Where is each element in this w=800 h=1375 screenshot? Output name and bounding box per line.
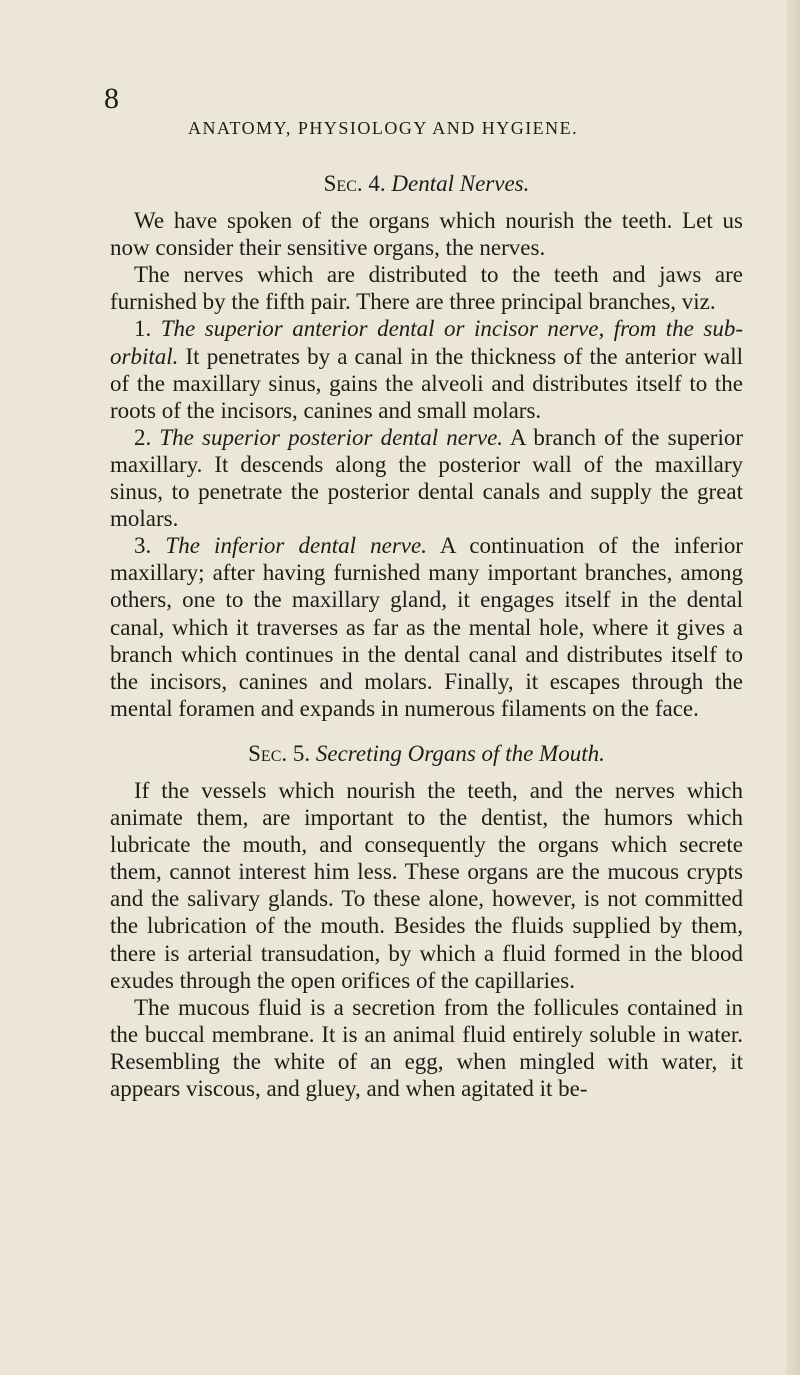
- nerve-item-2-number: 2.: [134, 424, 152, 450]
- section-5-heading: [110, 740, 743, 767]
- nerve-item-2: [110, 424, 743, 532]
- nerve-item-3-text: A continuation of the inferior maxillary; after having furnished many important branches, among others, one to the maxillary gland, it engages itself in the dental canal, which it traverses as far as the mental hole, where it gives a branch which continues in the dental canal and distributes itself to the incisors, canines and molars. Finally, it escapes through the mental foramen and expands in numerous filaments on the face.: [110, 533, 744, 721]
- page-number: 8: [104, 82, 119, 115]
- nerve-item-1-title: The superior anterior dental or incisor nerve, from the sub-orbital.: [110, 316, 743, 369]
- section-4-paragraph-2: The nerves which are distributed to the teeth and jaws are furnished by the fifth pair. There are three principal branches, viz.: [110, 262, 743, 315]
- section-5-title: Secreting Organs of the Mouth.: [315, 740, 605, 766]
- nerve-item-3: [110, 532, 743, 722]
- nerve-item-3-number: 3.: [134, 533, 152, 559]
- section-4-heading: [110, 170, 743, 197]
- section-4-paragraph-1: We have spoken of the organs which nourish the teeth. Let us now consider their sensitive organs, the nerves.: [110, 208, 743, 261]
- section-4-number: Sec. 4.: [323, 171, 386, 196]
- section-4-title: Dental Nerves.: [391, 171, 530, 196]
- nerve-item-1-text: It penetrates by a canal in the thickness of the anterior wall of the maxillary sinus, gains the alveoli and distributes itself to the roots of the incisors, canines and small molars.: [110, 343, 743, 423]
- section-5-number: Sec. 5.: [248, 740, 311, 766]
- nerve-item-2-text: A branch of the superior maxillary. It descends along the posterior wall of the maxillary sinus, to penetrate the posterior dental canals and supply the great molars.: [110, 424, 744, 532]
- section-5-paragraph-1: If the vessels which nourish the teeth, and the nerves which animate them, are important to the dentist, the humors which lubricate the mouth, and consequently the organs which secrete them, cannot interest him less. These organs are the mucous crypts and the salivary glands. To these alone, however, is not committed the lubrication of the mouth. Besides the fluids supplied by them, there is arterial transudation, by which a fluid formed in the blood exudes through the open orifices of the capillaries.: [110, 777, 743, 993]
- nerve-item-2-title: The superior posterior dental nerve.: [159, 424, 504, 450]
- nerve-item-1-number: 1.: [134, 316, 152, 342]
- body-text: [110, 170, 743, 1102]
- page-edge: [786, 0, 800, 1375]
- section-5-paragraph-2: The mucous fluid is a secretion from the follicules contained in the buccal membrane. It is an animal fluid entirely soluble in water. Resembling the white of an egg, when mingled with water, it appears viscous, and gluey, and when agitated it be-: [110, 994, 743, 1101]
- nerve-item-1: [110, 315, 743, 423]
- running-head: ANATOMY, PHYSIOLOGY AND HYGIENE.: [188, 118, 579, 138]
- nerve-item-3-title: The inferior dental nerve.: [165, 533, 427, 559]
